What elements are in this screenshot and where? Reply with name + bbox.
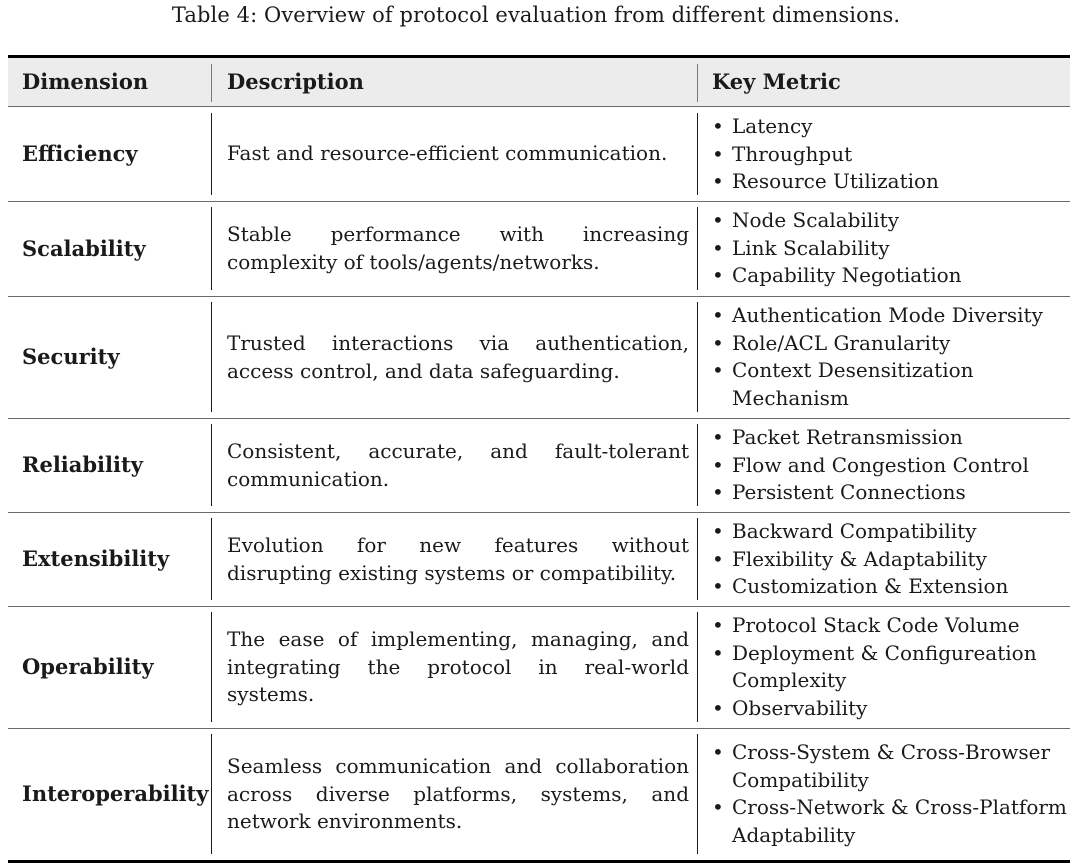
key-metric-text: Context Desensitization	[732, 358, 974, 382]
key-metric-text: Complexity	[732, 668, 847, 692]
key-metric-item	[712, 141, 1068, 169]
dimension-cell: Scalability	[22, 236, 146, 261]
description-cell: Seamless communication and collaboration across diverse platforms, systems, and network environments.	[227, 754, 689, 833]
dimension-cell: Reliability	[22, 452, 143, 477]
key-metric-text: Packet Retransmission	[732, 425, 963, 449]
dimension-cell: Operability	[22, 654, 154, 679]
key-metric-list	[712, 518, 1068, 601]
key-metric-item	[712, 424, 1068, 452]
key-metric-item	[712, 479, 1068, 507]
key-metric-item	[712, 235, 1068, 263]
bullet-icon: •	[712, 795, 724, 819]
description-cell: Evolution for new features without disrupting existing systems or compatibility.	[227, 533, 689, 585]
key-metric-text: Throughput	[732, 141, 853, 166]
key-metric-text: Cross-System & Cross-Browser	[732, 740, 1051, 764]
column-divider	[697, 734, 698, 854]
key-metric-list	[712, 739, 1068, 849]
key-metric-text: Link Scalability	[732, 235, 890, 260]
bullet-icon: •	[712, 169, 724, 193]
key-metric-item	[712, 695, 1068, 723]
column-divider	[697, 518, 698, 600]
key-metric-text: Node Scalability	[732, 208, 900, 232]
key-metric-text: Cross-Network & Cross-Platform	[732, 795, 1067, 819]
key-metric-text: Compatibility	[732, 767, 869, 792]
key-metric-text: Role/ACL Granularity	[732, 330, 951, 355]
table-row	[8, 512, 1070, 607]
bullet-icon: •	[712, 235, 724, 260]
bullet-icon: •	[712, 613, 724, 637]
key-metric-text: Flow and Congestion Control	[732, 452, 1029, 477]
key-metric-text: Customization & Extension	[732, 574, 1009, 598]
bullet-icon: •	[712, 546, 724, 571]
table-row	[8, 296, 1070, 419]
bullet-icon: •	[712, 358, 724, 382]
key-metric-item	[712, 113, 1068, 141]
bullet-icon: •	[712, 640, 724, 665]
key-metric-text: Protocol Stack Code Volume	[732, 613, 1020, 637]
key-metric-item	[712, 452, 1068, 480]
header-description: Description	[227, 69, 364, 94]
key-metric-text: Flexibility & Adaptability	[732, 546, 987, 571]
description-cell: Trusted interactions via authentication, access control, and data safeguarding.	[227, 331, 689, 383]
column-divider	[211, 424, 212, 506]
bullet-icon: •	[712, 425, 724, 449]
bottom-rule	[8, 860, 1070, 863]
key-metric-text: Authentication Mode Diversity	[732, 303, 1043, 327]
key-metric-item	[712, 357, 1068, 412]
column-divider	[211, 113, 212, 195]
description-cell: Consistent, accurate, and fault-tolerant communication.	[227, 439, 689, 491]
bullet-icon: •	[712, 208, 724, 232]
key-metric-text: Deployment & Configureation	[732, 640, 1037, 665]
key-metric-list	[712, 424, 1068, 507]
key-metric-item	[712, 794, 1068, 849]
column-divider	[211, 734, 212, 854]
column-divider	[697, 113, 698, 195]
table-row	[8, 201, 1070, 297]
key-metric-item	[712, 612, 1068, 640]
bullet-icon: •	[712, 141, 724, 166]
key-metric-item	[712, 518, 1068, 546]
column-divider	[211, 518, 212, 600]
header-dimension: Dimension	[22, 69, 149, 94]
table-header-row	[8, 58, 1070, 107]
table-row	[8, 606, 1070, 729]
table-row	[8, 107, 1070, 202]
dimension-cell: Extensibility	[22, 546, 170, 571]
key-metric-list	[712, 113, 1068, 196]
key-metric-item	[712, 546, 1068, 574]
column-divider	[697, 207, 698, 290]
table-row	[8, 728, 1070, 860]
bullet-icon: •	[712, 740, 724, 764]
key-metric-item	[712, 302, 1068, 330]
key-metric-list	[712, 302, 1068, 412]
bullet-icon: •	[712, 452, 724, 477]
key-metric-text: Mechanism	[732, 385, 849, 410]
key-metric-item	[712, 168, 1068, 196]
column-divider	[697, 424, 698, 506]
bullet-icon: •	[712, 114, 724, 138]
column-divider	[211, 302, 212, 412]
column-divider	[697, 612, 698, 722]
key-metric-item	[712, 330, 1068, 358]
bullet-icon: •	[712, 695, 724, 720]
description-cell: The ease of implementing, managing, and integrating the protocol in real-world systems.	[227, 627, 689, 706]
description-cell: Fast and resource-efficient communication.	[227, 141, 668, 165]
dimension-cell: Security	[22, 344, 120, 369]
column-divider	[211, 207, 212, 290]
bullet-icon: •	[712, 303, 724, 327]
column-divider	[211, 612, 212, 722]
header-key-metric: Key Metric	[712, 69, 841, 94]
table-caption: Table 4: Overview of protocol evaluation from different dimensions.	[171, 3, 901, 27]
key-metric-item	[712, 262, 1068, 290]
bullet-icon: •	[712, 330, 724, 355]
key-metric-text: Observability	[732, 695, 868, 720]
dimension-cell: Interoperability	[22, 781, 209, 806]
key-metric-item	[712, 573, 1068, 601]
column-divider	[697, 302, 698, 412]
key-metric-list	[712, 612, 1068, 722]
header-divider	[211, 64, 212, 102]
key-metric-item	[712, 207, 1068, 235]
key-metric-text: Backward Compatibility	[732, 519, 977, 543]
table-row	[8, 418, 1070, 513]
bullet-icon: •	[712, 574, 724, 598]
key-metric-item	[712, 640, 1068, 695]
description-cell: Stable performance with increasing complexity of tools/agents/networks.	[227, 222, 689, 274]
bullet-icon: •	[712, 263, 724, 287]
key-metric-text: Capability Negotiation	[732, 263, 962, 287]
key-metric-item	[712, 739, 1068, 794]
key-metric-list	[712, 207, 1068, 290]
key-metric-text: Adaptability	[732, 822, 856, 847]
header-divider	[697, 64, 698, 102]
key-metric-text: Resource Utilization	[732, 169, 939, 193]
dimension-cell: Efficiency	[22, 141, 138, 166]
key-metric-text: Latency	[732, 114, 813, 138]
bullet-icon: •	[712, 480, 724, 504]
key-metric-text: Persistent Connections	[732, 480, 966, 504]
bullet-icon: •	[712, 519, 724, 543]
